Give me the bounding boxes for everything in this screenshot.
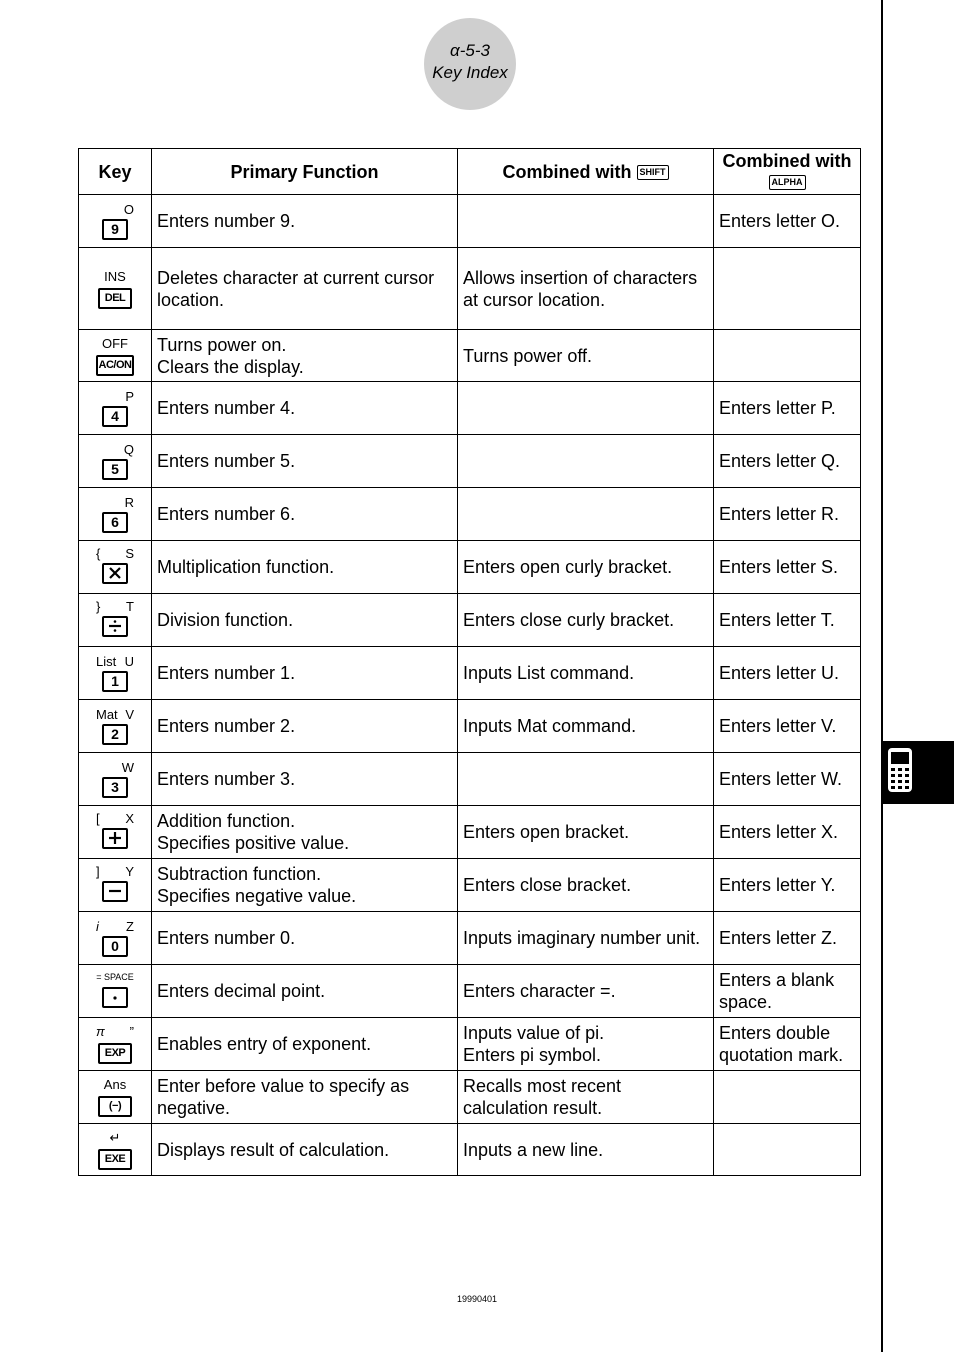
key-cell bbox=[79, 195, 152, 248]
key-shift-alpha-labels bbox=[92, 202, 138, 217]
table-row bbox=[79, 700, 861, 753]
key-alpha-label: P bbox=[125, 389, 134, 404]
primary-function-cell: Deletes character at current cursor location. bbox=[152, 248, 458, 330]
key-alpha-label: Q bbox=[123, 442, 134, 457]
key-icon bbox=[102, 724, 128, 745]
alpha-function-cell bbox=[714, 248, 861, 330]
key-cell bbox=[79, 1124, 152, 1176]
key-alpha-label: ” bbox=[129, 1024, 134, 1039]
primary-function-cell: Enters number 9. bbox=[152, 195, 458, 248]
calculator-side-tab bbox=[883, 741, 954, 804]
alpha-function-cell: Enters double quotation mark. bbox=[714, 1018, 861, 1071]
key-label: EXE bbox=[104, 1152, 126, 1165]
key-alpha-label: T bbox=[126, 598, 134, 614]
alpha-function-cell: Enters letter V. bbox=[714, 700, 861, 753]
primary-function-cell: Enters number 3. bbox=[152, 753, 458, 806]
calculator-icon bbox=[887, 747, 913, 793]
column-header-alpha bbox=[714, 149, 861, 195]
key-shift-label: Ans bbox=[103, 1077, 127, 1092]
key-shift-alpha-labels bbox=[92, 1077, 138, 1092]
alpha-function-cell: Enters letter S. bbox=[714, 541, 861, 594]
primary-function-cell: Enters number 4. bbox=[152, 382, 458, 435]
primary-function-cell: Subtraction function. Specifies negative value. bbox=[152, 859, 458, 912]
primary-function-cell: Enters number 1. bbox=[152, 647, 458, 700]
key-cell bbox=[79, 753, 152, 806]
key-cell bbox=[79, 382, 152, 435]
table-row bbox=[79, 1071, 861, 1124]
key-label: DEL bbox=[104, 291, 126, 304]
page-edge-line bbox=[881, 0, 883, 1352]
key-alpha-label: Z bbox=[126, 919, 134, 934]
table-row bbox=[79, 330, 861, 382]
alpha-function-cell: Enters letter Y. bbox=[714, 859, 861, 912]
key-cell bbox=[79, 1071, 152, 1124]
primary-function-cell: Multiplication function. bbox=[152, 541, 458, 594]
key-shift-alpha-labels bbox=[92, 1130, 138, 1145]
key-icon bbox=[102, 987, 128, 1008]
column-header-key: Key bbox=[79, 149, 152, 195]
key-alpha-label: U bbox=[124, 654, 134, 669]
key-label: 0 bbox=[111, 938, 119, 954]
key-cell bbox=[79, 647, 152, 700]
alpha-key-icon: ALPHA bbox=[769, 175, 806, 190]
shift-function-cell bbox=[458, 435, 714, 488]
primary-function-cell: Division function. bbox=[152, 594, 458, 647]
key-cell bbox=[79, 248, 152, 330]
alpha-function-cell: Enters letter P. bbox=[714, 382, 861, 435]
key-shift-label: = SPACE bbox=[96, 971, 134, 982]
table-row bbox=[79, 594, 861, 647]
key-cell bbox=[79, 700, 152, 753]
table-row bbox=[79, 488, 861, 541]
alpha-function-cell: Enters letter Z. bbox=[714, 912, 861, 965]
key-shift-label: [ bbox=[96, 810, 100, 826]
key-cell bbox=[79, 859, 152, 912]
key-shift-alpha-labels bbox=[92, 495, 138, 510]
table-row bbox=[79, 965, 861, 1018]
shift-function-cell: Recalls most recent calculation result. bbox=[458, 1071, 714, 1124]
key-icon bbox=[102, 777, 128, 798]
primary-function-cell: Enters decimal point. bbox=[152, 965, 458, 1018]
alpha-function-cell bbox=[714, 1124, 861, 1176]
key-cell bbox=[79, 330, 152, 382]
primary-function-cell: Enables entry of exponent. bbox=[152, 1018, 458, 1071]
key-shift-label: π bbox=[96, 1024, 105, 1039]
shift-function-cell: Inputs List command. bbox=[458, 647, 714, 700]
key-icon bbox=[102, 936, 128, 957]
key-icon bbox=[102, 459, 128, 480]
shift-function-cell: Inputs imaginary number unit. bbox=[458, 912, 714, 965]
key-shift-label: ↵ bbox=[109, 1129, 121, 1145]
primary-function-cell: Enters number 0. bbox=[152, 912, 458, 965]
key-alpha-label: S bbox=[125, 545, 134, 561]
key-icon bbox=[102, 219, 128, 240]
key-alpha-label: W bbox=[121, 760, 134, 775]
key-label: (−) bbox=[108, 1100, 122, 1112]
table-row bbox=[79, 195, 861, 248]
alpha-function-cell: Enters letter U. bbox=[714, 647, 861, 700]
key-shift-alpha-labels bbox=[92, 1024, 138, 1039]
column-header-shift-label: Combined with bbox=[502, 161, 632, 182]
primary-function-cell: Enter before value to specify as negative. bbox=[152, 1071, 458, 1124]
alpha-function-cell: Enters letter W. bbox=[714, 753, 861, 806]
key-icon bbox=[102, 881, 128, 902]
key-label: 6 bbox=[111, 514, 119, 530]
key-cell bbox=[79, 806, 152, 859]
key-label: 2 bbox=[111, 726, 119, 742]
key-shift-label: List bbox=[96, 654, 117, 669]
shift-function-cell: Inputs value of pi. Enters pi symbol. bbox=[458, 1018, 714, 1071]
shift-function-cell: Enters character =. bbox=[458, 965, 714, 1018]
key-cell bbox=[79, 594, 152, 647]
key-icon bbox=[98, 1096, 132, 1117]
key-label: 5 bbox=[111, 461, 119, 477]
table-row bbox=[79, 435, 861, 488]
primary-function-cell: Displays result of calculation. bbox=[152, 1124, 458, 1176]
key-cell bbox=[79, 435, 152, 488]
alpha-function-cell: Enters letter T. bbox=[714, 594, 861, 647]
key-shift-alpha-labels bbox=[92, 970, 138, 985]
primary-function-cell: Enters number 2. bbox=[152, 700, 458, 753]
key-shift-alpha-labels bbox=[92, 599, 138, 614]
key-shift-alpha-labels bbox=[92, 442, 138, 457]
key-label: AC/ON bbox=[98, 358, 132, 371]
shift-function-cell bbox=[458, 382, 714, 435]
table-row bbox=[79, 248, 861, 330]
key-shift-label: i bbox=[96, 919, 99, 934]
table-row bbox=[79, 859, 861, 912]
table-row bbox=[79, 912, 861, 965]
shift-function-cell: Inputs Mat command. bbox=[458, 700, 714, 753]
key-shift-alpha-labels bbox=[92, 707, 138, 722]
key-shift-alpha-labels bbox=[92, 336, 138, 351]
alpha-function-cell: Enters letter X. bbox=[714, 806, 861, 859]
key-shift-alpha-labels bbox=[92, 269, 138, 284]
table-row bbox=[79, 1124, 861, 1176]
key-label: 1 bbox=[111, 673, 119, 689]
key-alpha-label: O bbox=[123, 202, 134, 217]
key-cell bbox=[79, 965, 152, 1018]
key-alpha-label: X bbox=[125, 810, 134, 826]
key-label: EXP bbox=[104, 1047, 126, 1059]
table-row bbox=[79, 806, 861, 859]
key-shift-alpha-labels bbox=[92, 919, 138, 934]
key-cell bbox=[79, 488, 152, 541]
key-icon bbox=[102, 512, 128, 533]
key-icon bbox=[102, 563, 128, 584]
shift-function-cell bbox=[458, 753, 714, 806]
key-label: 4 bbox=[111, 408, 119, 424]
shift-function-cell: Inputs a new line. bbox=[458, 1124, 714, 1176]
key-shift-alpha-labels bbox=[92, 654, 138, 669]
key-shift-alpha-labels bbox=[92, 864, 138, 879]
key-icon bbox=[102, 616, 128, 637]
key-shift-label: } bbox=[96, 598, 101, 614]
key-icon bbox=[98, 288, 132, 309]
alpha-function-cell: Enters a blank space. bbox=[714, 965, 861, 1018]
key-label: 3 bbox=[111, 779, 119, 795]
key-shift-label: ] bbox=[96, 863, 100, 879]
primary-function-cell: Turns power on. Clears the display. bbox=[152, 330, 458, 382]
key-icon bbox=[98, 1043, 132, 1064]
key-icon bbox=[102, 828, 128, 849]
key-cell bbox=[79, 912, 152, 965]
shift-function-cell bbox=[458, 195, 714, 248]
key-shift-alpha-labels bbox=[92, 760, 138, 775]
key-icon bbox=[98, 1149, 132, 1170]
page-badge bbox=[424, 18, 516, 110]
column-header-primary: Primary Function bbox=[152, 149, 458, 195]
key-alpha-label: R bbox=[124, 495, 134, 510]
alpha-function-cell: Enters letter R. bbox=[714, 488, 861, 541]
table-row bbox=[79, 382, 861, 435]
table-row bbox=[79, 753, 861, 806]
shift-function-cell bbox=[458, 488, 714, 541]
column-header-shift bbox=[458, 149, 714, 195]
shift-function-cell: Enters open curly bracket. bbox=[458, 541, 714, 594]
key-alpha-label: Y bbox=[125, 863, 134, 879]
table-row bbox=[79, 541, 861, 594]
shift-function-cell: Enters close curly bracket. bbox=[458, 594, 714, 647]
footer-code: 19990401 bbox=[456, 1294, 498, 1304]
alpha-function-cell: Enters letter Q. bbox=[714, 435, 861, 488]
key-shift-label: { bbox=[96, 545, 101, 561]
primary-function-cell: Enters number 6. bbox=[152, 488, 458, 541]
key-cell bbox=[79, 541, 152, 594]
table-row bbox=[79, 1018, 861, 1071]
page-number: α-5-3 bbox=[450, 41, 490, 60]
key-icon bbox=[102, 671, 128, 692]
key-shift-label: Mat bbox=[96, 707, 118, 722]
key-shift-alpha-labels bbox=[92, 389, 138, 404]
key-shift-label: INS bbox=[104, 268, 126, 284]
shift-function-cell: Allows insertion of characters at cursor location. bbox=[458, 248, 714, 330]
primary-function-cell: Enters number 5. bbox=[152, 435, 458, 488]
key-shift-alpha-labels bbox=[92, 811, 138, 826]
key-alpha-label: V bbox=[125, 707, 134, 722]
shift-key-icon: SHIFT bbox=[637, 165, 669, 180]
primary-function-cell: Addition function. Specifies positive value. bbox=[152, 806, 458, 859]
table-header-row bbox=[79, 149, 861, 195]
alpha-function-cell bbox=[714, 330, 861, 382]
shift-function-cell: Enters open bracket. bbox=[458, 806, 714, 859]
alpha-function-cell bbox=[714, 1071, 861, 1124]
key-icon bbox=[96, 355, 135, 376]
key-label: 9 bbox=[111, 221, 119, 237]
key-index-table bbox=[78, 148, 861, 1176]
shift-function-cell: Turns power off. bbox=[458, 330, 714, 382]
key-shift-label: OFF bbox=[102, 335, 128, 351]
section-title: Key Index bbox=[432, 63, 508, 82]
shift-function-cell: Enters close bracket. bbox=[458, 859, 714, 912]
alpha-function-cell: Enters letter O. bbox=[714, 195, 861, 248]
table-row bbox=[79, 647, 861, 700]
column-header-alpha-label: Combined with bbox=[722, 150, 852, 171]
key-cell bbox=[79, 1018, 152, 1071]
key-icon bbox=[102, 406, 128, 427]
key-shift-alpha-labels bbox=[92, 546, 138, 561]
